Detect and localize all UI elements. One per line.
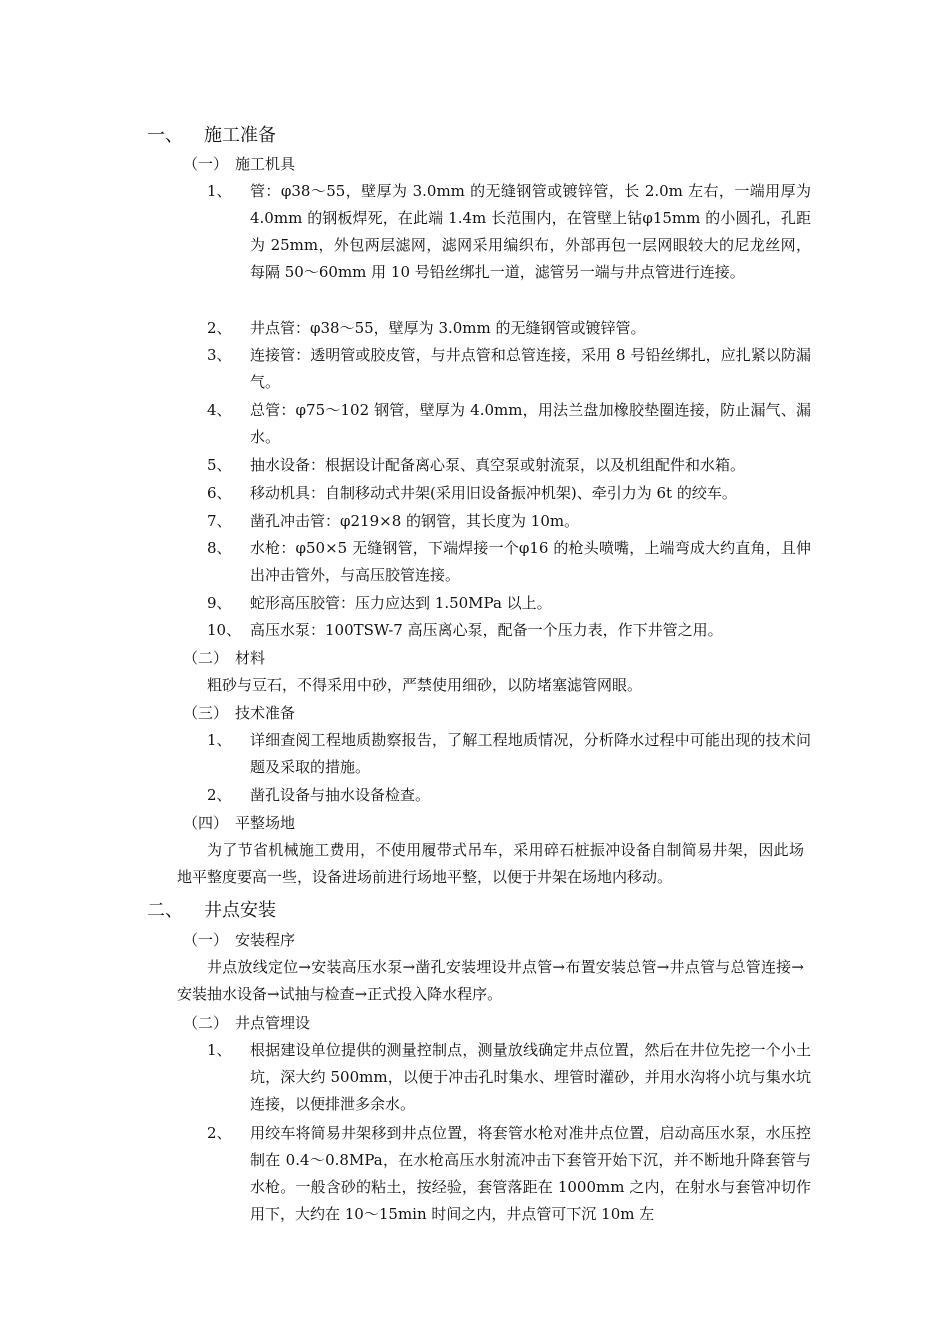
subsection-title: 平整场地 xyxy=(235,814,296,832)
section-number: 一、 xyxy=(147,125,183,146)
subsection-number: （三） xyxy=(183,704,229,722)
item-number: 4、 xyxy=(207,401,232,419)
subsection-number: （一） xyxy=(183,931,229,949)
subsection-number: （四） xyxy=(183,814,229,832)
subsection-title: 材料 xyxy=(235,649,266,667)
subsection-number: （一） xyxy=(183,155,229,173)
body-paragraph: 粗砂与豆石，不得采用中砂，严禁使用细砂，以防堵塞滤管网眼。 xyxy=(207,676,643,694)
item-number: 8、 xyxy=(207,539,232,557)
item-text: 水枪：φ50×5 无缝钢管，下端焊接一个φ16 的枪头喷嘴，上端弯成大约直角，且伸出冲击管外，与高压胶管连接。 xyxy=(250,539,811,584)
subsection-title: 井点管埋设 xyxy=(235,1014,311,1032)
item-number: 6、 xyxy=(207,484,232,502)
item-number: 5、 xyxy=(207,456,232,474)
item-text: 管：φ38～55，壁厚为 3.0mm 的无缝钢管或镀锌管，长 2.0m 左右，一端用厚为 4.0mm 的钢板焊死，在此端 1.4m 长范围内，在管壁上钻φ15mm 的小圆孔，孔距为 25mm，外包两层滤网，滤网采用编织布，外部再包一层网眼较大的尼龙丝网，每隔 50～60mm 用 10 号铅丝绑扎一道，滤管另一端与井点管进行连接。 xyxy=(250,182,811,281)
item-text: 根据建设单位提供的测量控制点，测量放线确定井点位置，然后在井位先挖一个小土坑，深大约 500mm，以便于冲击孔时集水、埋管时灌砂，并用水沟将小坑与集水坑连接，以便排泄多余水。 xyxy=(250,1041,811,1113)
item-text: 抽水设备：根据设计配备离心泵、真空泵或射流泵，以及机组配件和水箱。 xyxy=(250,456,746,474)
section-title: 施工准备 xyxy=(204,125,276,146)
section-number: 二、 xyxy=(147,900,183,921)
item-number: 10、 xyxy=(207,621,242,639)
section-title: 井点安装 xyxy=(204,900,276,921)
item-text: 详细查阅工程地质勘察报告，了解工程地质情况，分析降水过程中可能出现的技术问题及采取的措施。 xyxy=(250,731,811,776)
item-text: 凿孔冲击管：φ219×8 的钢管，其长度为 10m。 xyxy=(250,512,580,530)
item-number: 9、 xyxy=(207,594,232,612)
subsection-title: 施工机具 xyxy=(235,155,296,173)
item-text: 蛇形高压胶管：压力应达到 1.50MPa 以上。 xyxy=(250,594,552,612)
item-text: 井点管：φ38～55，壁厚为 3.0mm 的无缝钢管或镀锌管。 xyxy=(250,319,646,337)
item-number: 3、 xyxy=(207,346,232,364)
item-number: 1、 xyxy=(207,182,232,200)
item-number: 1、 xyxy=(207,731,232,749)
item-text: 连接管：透明管或胶皮管，与井点管和总管连接，采用 8 号铅丝绑扎，应扎紧以防漏气。 xyxy=(250,346,811,391)
item-number: 2、 xyxy=(207,786,232,804)
item-text: 高压水泵：100TSW-7 高压离心泵，配备一个压力表，作下井管之用。 xyxy=(250,621,723,639)
item-number: 2、 xyxy=(207,319,232,337)
item-number: 7、 xyxy=(207,512,232,530)
body-paragraph: 井点放线定位→安装高压水泵→凿孔安装埋设井点管→布置安装总管→井点管与总管连接→安装抽水设备→试抽与检查→正式投入降水程序。 xyxy=(177,958,804,1003)
item-text: 凿孔设备与抽水设备检查。 xyxy=(250,786,431,804)
item-text: 移动机具：自制移动式井架(采用旧设备振冲机架)、牵引力为 6t 的绞车。 xyxy=(250,484,737,502)
item-text: 用绞车将简易井架移到井点位置，将套管水枪对准井点位置，启动高压水泵，水压控制在 0.4～0.8MPa，在水枪高压水射流冲击下套管开始下沉，并不断地升降套管与水枪。一般含砂的粘土，按经验，套管落距在 1000mm 之内，在射水与套管冲切作用下，大约在 10～15min 时间之内，井点管可下沉 10m 左 xyxy=(250,1124,811,1223)
subsection-number: （二） xyxy=(183,649,229,667)
item-number: 2、 xyxy=(207,1124,232,1142)
subsection-title: 安装程序 xyxy=(235,931,296,949)
item-number: 1、 xyxy=(207,1041,232,1059)
subsection-number: （二） xyxy=(183,1014,229,1032)
body-paragraph: 为了节省机械施工费用，不使用履带式吊车，采用碎石桩振冲设备自制简易井架，因此场地平整度要高一些，设备进场前进行场地平整，以便于井架在场地内移动。 xyxy=(177,841,804,886)
item-text: 总管：φ75～102 钢管，壁厚为 4.0mm，用法兰盘加橡胶垫圈连接，防止漏气、漏水。 xyxy=(250,401,811,446)
subsection-title: 技术准备 xyxy=(235,704,296,722)
